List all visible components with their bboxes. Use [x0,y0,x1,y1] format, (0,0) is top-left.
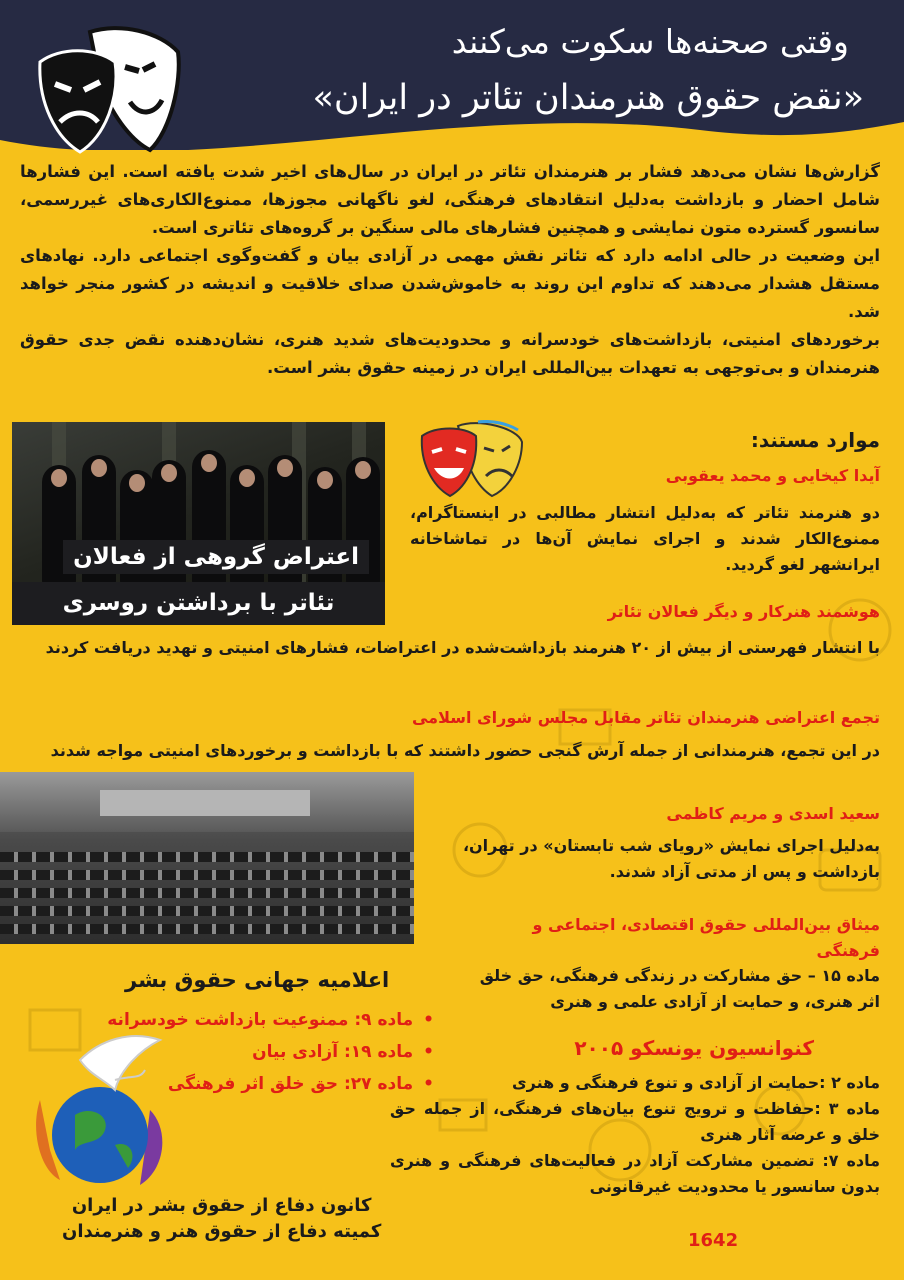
documented-cases-title: موارد مستند: [750,428,880,452]
covenant-body: ماده ۱۵ – حق مشارکت در زندگی فرهنگی، حق خلق اثر هنری، و حمایت از آزادی علمی و هنری [479,966,880,1011]
photo-caption-line2: تئاتر با برداشتن روسری [12,582,385,625]
case-heading: آیدا کیخایی و محمد یعقوبی [665,466,880,485]
intro-paragraph: برخوردهای امنیتی، بازداشت‌های خودسرانه و محدودیت‌های شدید هنری، نشان‌دهنده نقض جدی حقوق هنرمندان و بی‌توجهی به تعهدات بین‌المللی ایران در زمینه حقوق بشر است. [20,330,880,377]
udhr-item: • ماده ۱۹: آزادی بیان [107,1036,434,1068]
org-name-line: کمیته دفاع از حقوق هنر و هنرمندان [62,1221,382,1242]
covenant-heading: میثاق بین‌المللی حقوق اقتصادی، اجتماعی و فرهنگی [532,915,880,960]
case-body: به‌دلیل اجرای نمایش «رویای شب تابستان» در تهران، بازداشت و پس از مدتی آزاد شدند. [462,836,880,881]
unesco-article: ماده ۷: تضمین مشارکت آزاد در فعالیت‌های فرهنگی و هنری بدون سانسور یا محدودیت غیرقانونی [390,1151,881,1196]
theatre-hall-photo [0,772,414,944]
case-body: با انتشار فهرستی از بیش از ۲۰ هنرمند بازداشت‌شده در اعتراضات، فشارهای امنیتی و تهدید دریافت کردند [45,638,880,657]
udhr-item: • ماده ۹: ممنوعیت بازداشت خودسرانه [107,1004,434,1036]
case-body: در این تجمع، هنرمندانی از جمله آرش گنجی حضور داشتند که با بازداشت و برخوردهای امنیتی مواجه شدند [50,741,880,760]
page-number: 1642 [688,1230,739,1251]
comedy-tragedy-masks-icon [418,420,526,502]
udhr-item: • ماده ۲۷: حق خلق اثر فرهنگی [107,1068,434,1100]
case-heading: تجمع اعتراضی هنرمندان تئاتر مقابل مجلس شورای اسلامی [411,708,880,727]
case-heading: هوشمند هنرکار و دیگر فعالان تئاتر [607,602,880,621]
unesco-article: ماده ۳ :حفاظت و ترویج تنوع بیان‌های فرهنگی، از جمله حق خلق و عرضه آثار هنری [390,1099,881,1144]
organization-logo-icon [20,1020,180,1190]
page-title-line2: «نقض حقوق هنرمندان تئاتر در ایران» [312,78,864,118]
photo-caption-line1: اعتراض گروهی از فعالان [63,540,369,574]
case-body: دو هنرمند تئاتر که به‌دلیل انتشار مطالبی در اینستاگرام، ممنوع‌الکار شدند و اجرای نمایش آن‌ها در تماشاخانه ایرانشهر لغو گردید. [410,503,880,574]
case-heading: سعید اسدی و مریم کاظمی [666,804,880,823]
page-title-line1: وقتی صحنه‌ها سکوت می‌کنند [451,22,849,61]
unesco-article: ماده ۲ :حمایت از آزادی و تنوع فرهنگی و هنری [511,1073,880,1092]
protest-photo [12,422,385,625]
udhr-title: اعلامیه جهانی حقوق بشر [125,968,390,992]
organization-name [62,1193,381,1245]
intro-paragraph: گزارش‌ها نشان می‌دهد فشار بر هنرمندان تئاتر در ایران در سال‌های اخیر شدت یافته است. این فشارها شامل احضار و بازداشت به‌دلیل انتقادهای فرهنگی، لغو ناگهانی مجوزها، ممنوع‌الکاری‌های غیررسمی، سانسور گسترده متون نمایشی و همچنین فشارهای مالی سنگین بر گروه‌های تئاتری است. [20,162,880,237]
intro-paragraph: این وضعیت در حالی ادامه دارد که تئاتر نقش مهمی در آزادی بیان و گفت‌وگوی اجتماعی دارد. نهادهای مستقل هشدار می‌دهند که تداوم این روند به خاموش‌شدن صدای خلاقیت و اندیشه در کشور منجر خواهد شد. [20,246,880,321]
unesco-articles [390,1070,880,1200]
theatre-masks-icon [30,22,190,162]
unesco-heading: کنوانسیون یونسکو ۲۰۰۵ [574,1036,814,1060]
org-name-line: کانون دفاع از حقوق بشر در ایران [71,1195,372,1216]
intro-text [20,158,880,382]
